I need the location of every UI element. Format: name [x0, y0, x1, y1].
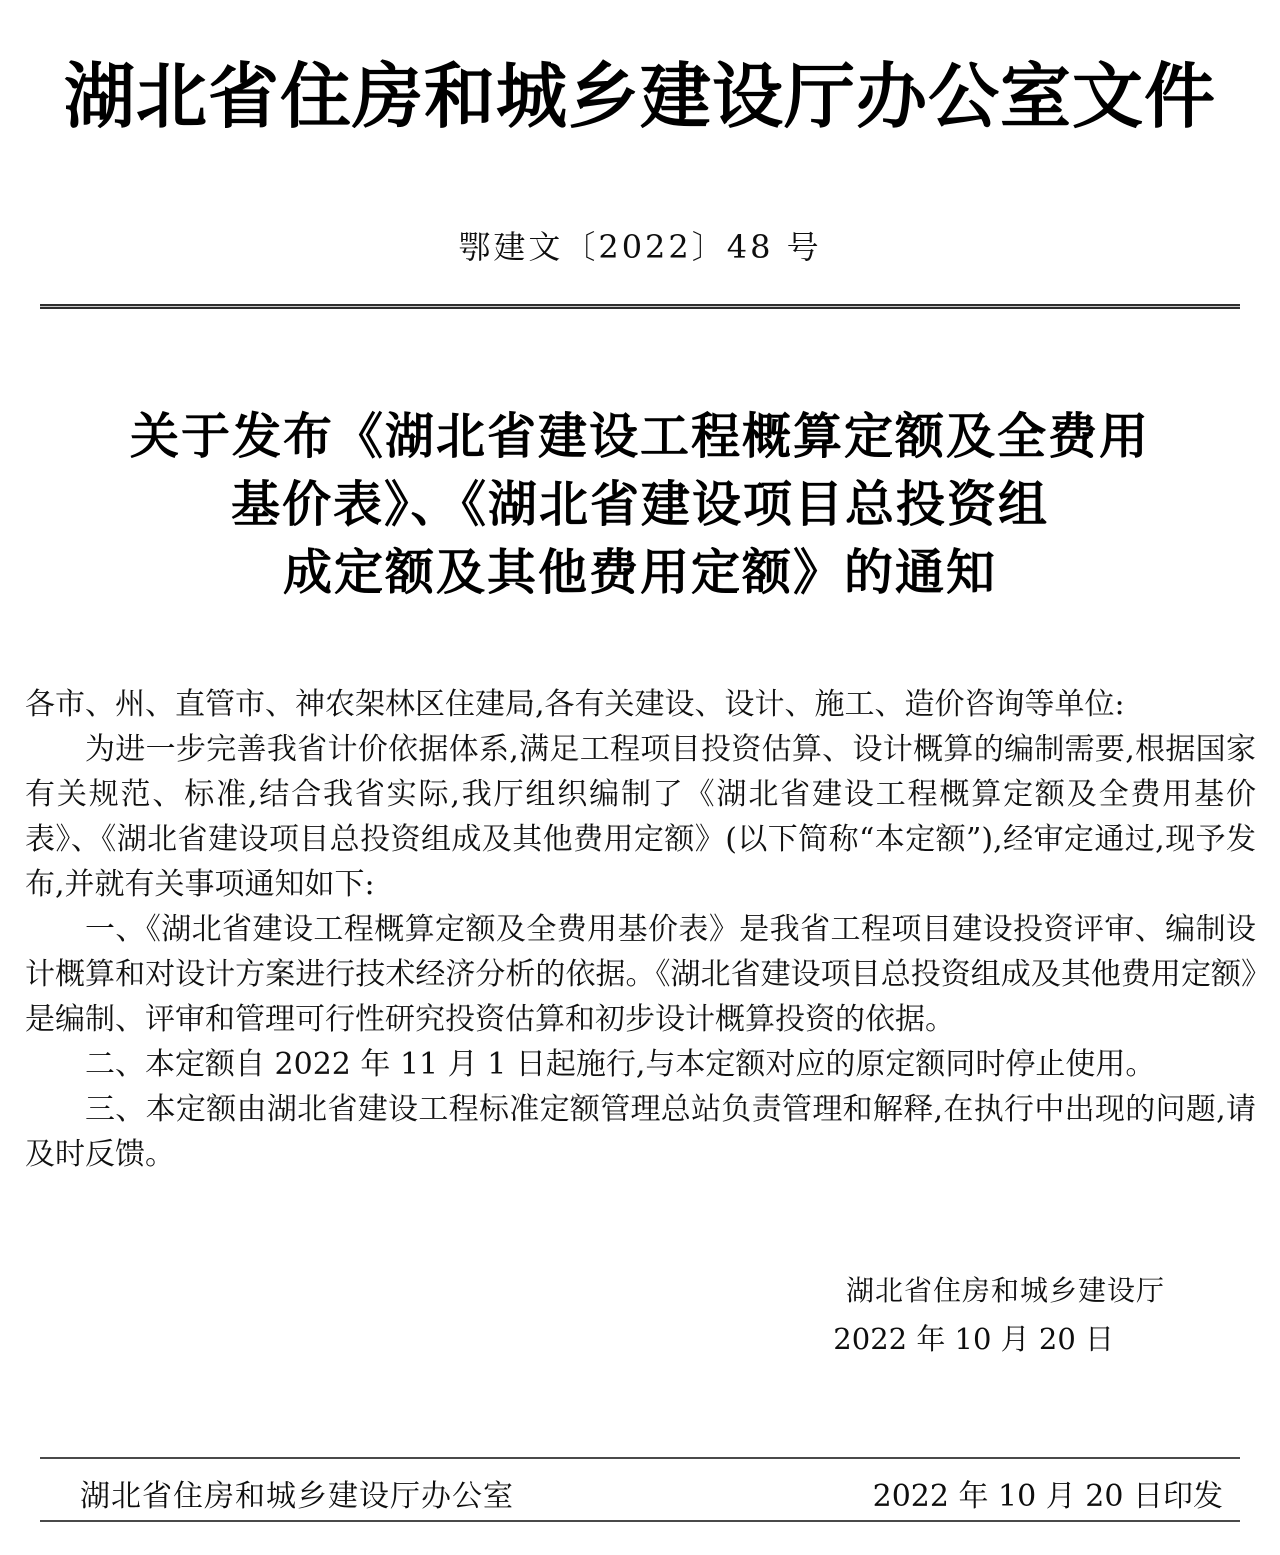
footer-divider-bottom — [40, 1520, 1240, 1522]
body-paragraph-3: 二、本定额自 2022 年 11 月 1 日起施行,与本定额对应的原定额同时停止使用。 — [85, 1047, 1156, 1082]
notice-subject-title — [0, 403, 1280, 607]
subject-title-line-2: 基价表》、《湖北省建设项目总投资组 — [230, 476, 1049, 533]
footer-issuing-office: 湖北省住房和城乡建设厅办公室 — [80, 1479, 514, 1514]
footer-divider-top — [40, 1457, 1240, 1459]
body-paragraph-4: 三、本定额由湖北省建设工程标准定额管理总站负责管理和解释,在执行中出现的问题,请及时反馈。 — [25, 1092, 1256, 1172]
signature-organization: 湖北省住房和城乡建设厅 — [845, 1274, 1165, 1307]
footer-print-date: 2022 年 10 月 20 日印发 — [872, 1479, 1223, 1514]
document-reference-number: 鄂建文〔2022〕48 号 — [458, 228, 822, 266]
signature-date: 2022 年 10 月 20 日 — [833, 1322, 1114, 1356]
document-masthead-title: 湖北省住房和城乡建设厅办公室文件 — [63, 54, 1216, 138]
addressee-salutation: 各市、州、直管市、神农架林区住建局,各有关建设、设计、施工、造价咨询等单位: — [25, 687, 1125, 722]
masthead-divider-line — [40, 304, 1240, 309]
subject-title-line-3: 成定额及其他费用定额》的通知 — [282, 544, 997, 601]
body-paragraph-2: 一、《湖北省建设工程概算定额及全费用基价表》是我省工程项目建设投资评审、编制设计概算和对设计方案进行技术经济分析的依据。《湖北省建设项目总投资组成及其他费用定额》是编制、评审和管理可行性研究投资估算和初步设计概算投资的依据。 — [25, 912, 1256, 1037]
document-body — [25, 682, 1256, 1177]
subject-title-line-1: 关于发布《湖北省建设工程概算定额及全费用 — [129, 408, 1150, 465]
body-paragraph-1: 为进一步完善我省计价依据体系,满足工程项目投资估算、设计概算的编制需要,根据国家有关规范、标准,结合我省实际,我厅组织编制了《湖北省建设工程概算定额及全费用基价表》、《湖北省建设项目总投资组成及其他费用定额》(以下简称“本定额”),经审定通过,现予发布,并就有关事项通知如下: — [25, 732, 1256, 902]
